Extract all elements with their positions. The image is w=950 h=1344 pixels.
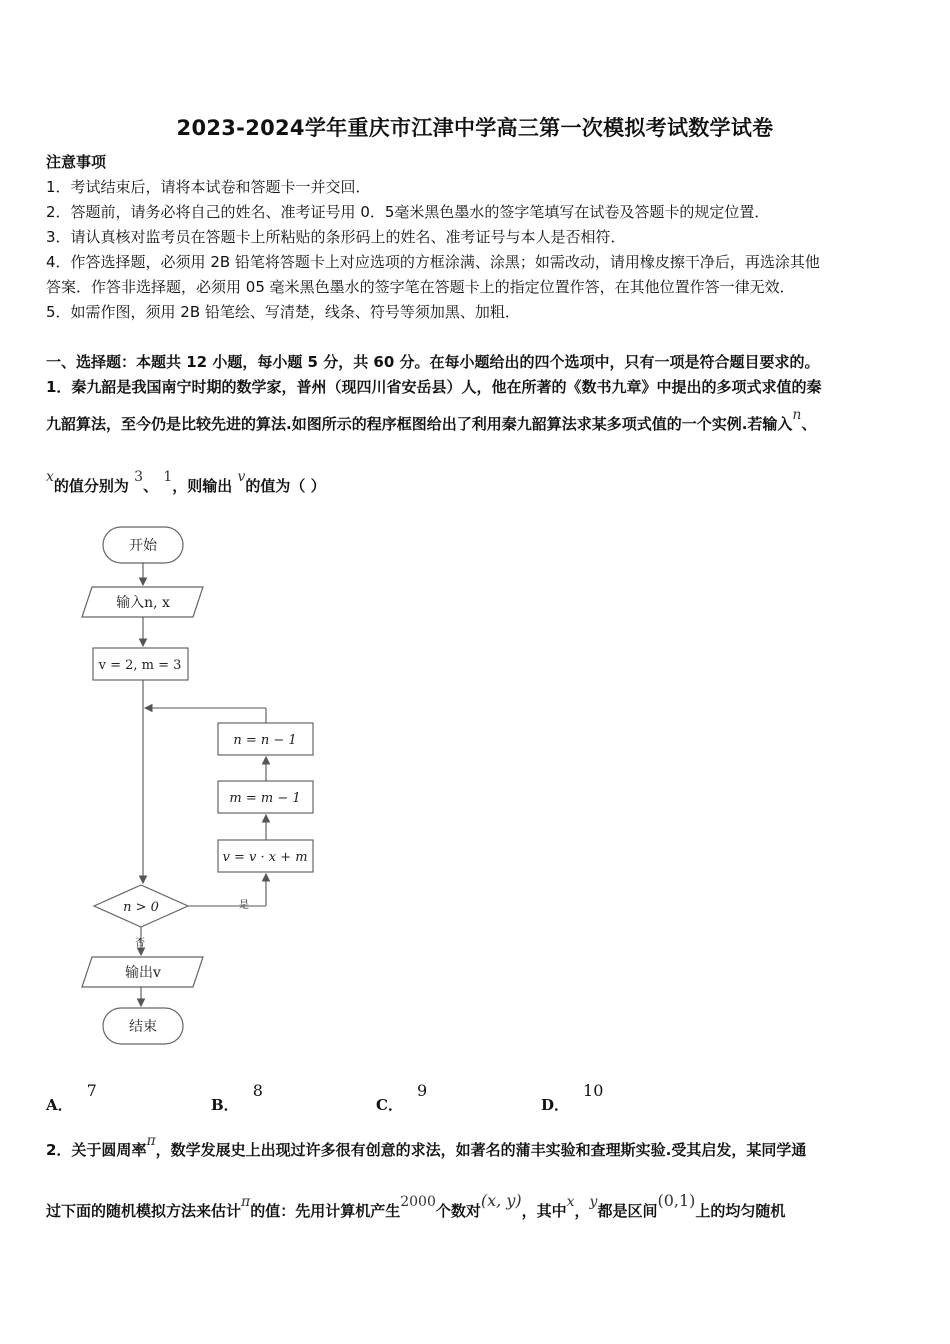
notice-item: 4．作答选择题，必须用 2B 铅笔将答题卡上对应选项的方框涂满、涂黑；如需改动，请用橡皮擦干净后，再选涂其他 — [46, 253, 820, 271]
pi-symbol: π — [241, 1194, 251, 1210]
question-2-text: 的值：先用计算机产生 — [250, 1202, 401, 1220]
question-2-text: ， — [574, 1202, 590, 1220]
notice-item: 1．考试结束后，请将本试卷和答题卡一并交回． — [46, 178, 371, 196]
flow-condition-label: n > 0 — [123, 900, 159, 915]
value-1: 1 — [163, 469, 173, 485]
interval: (0,1) — [657, 1191, 696, 1210]
notice-heading: 注意事项 — [46, 153, 107, 171]
question-1-text: 的值为（ ） — [245, 477, 326, 495]
value-3: 3 — [134, 469, 144, 485]
var-x: x — [46, 469, 54, 485]
count-2000: 2000 — [400, 1194, 436, 1210]
page-title: 2023-2024学年重庆市江津中学高三第一次模拟考试数学试卷 — [176, 116, 774, 140]
var-y: y — [589, 1194, 598, 1210]
choice-c[interactable] — [376, 1081, 428, 1115]
choice-a-label: A． — [46, 1096, 73, 1114]
notice-item: 3．请认真核对监考员在答题卡上所粘贴的条形码上的姓名、准考证号与本人是否相符． — [46, 228, 626, 246]
choice-d[interactable] — [541, 1081, 604, 1115]
flow-no-label: 否 — [135, 938, 145, 949]
pi-symbol: π — [146, 1133, 156, 1149]
var-x: x — [566, 1194, 575, 1210]
question-2-text: ，数学发展史上出现过许多很有创意的求法，如著名的蒲丰实验和查理斯实验.受其启发，某同学通 — [155, 1141, 807, 1159]
var-v: v — [237, 469, 246, 485]
pair-xy: (x, y) — [480, 1191, 522, 1210]
choice-b[interactable] — [211, 1081, 263, 1115]
choice-d-label: D． — [541, 1096, 570, 1114]
question-2-text: 个数对 — [435, 1202, 481, 1220]
question-2-text: ，其中 — [521, 1202, 567, 1220]
choice-a[interactable] — [46, 1081, 97, 1115]
question-2-text: 过下面的随机模拟方法来估计 — [46, 1202, 242, 1220]
question-1-text: ，则输出 — [172, 477, 233, 495]
flow-n-label: n = n − 1 — [233, 733, 297, 748]
choice-c-value: 9 — [416, 1081, 428, 1100]
flow-output-label: 输出v — [125, 965, 161, 981]
var-n: n — [792, 407, 802, 423]
flow-m-label: m = m − 1 — [229, 791, 301, 806]
question-1-line-2 — [46, 407, 817, 435]
question-2-text: 都是区间 — [597, 1202, 658, 1220]
notice-item: 5．如需作图，须用 2B 铅笔绘、写清楚，线条、符号等须加黑、加粗． — [46, 303, 520, 321]
choice-d-value: 10 — [583, 1081, 604, 1100]
notice-item: 答案．作答非选择题，必须用 05 毫米黑色墨水的签字笔在答题卡上的指定位置作答，在其他位置作答一律无效． — [46, 278, 795, 296]
notice-item: 2．答题前，请务必将自己的姓名、准考证号用 0．5毫米黑色墨水的签字笔填写在试卷及答题卡的规定位置． — [46, 203, 770, 221]
flow-init-label: v = 2, m = 3 — [98, 658, 182, 673]
choice-b-value: 8 — [252, 1081, 263, 1100]
question-2-text: 2．关于圆周率 — [46, 1141, 147, 1159]
flow-v-label: v = v · x + m — [222, 850, 308, 865]
flow-start-label: 开始 — [129, 538, 157, 554]
question-1-line-3 — [46, 469, 326, 497]
flowchart — [0, 515, 360, 1055]
question-2-line-2 — [46, 1191, 786, 1222]
choice-b-label: B． — [211, 1096, 239, 1114]
flow-end-label: 结束 — [129, 1019, 157, 1035]
question-1-text: 九韶算法，至今仍是比较先进的算法.如图所示的程序框图给出了利用秦九韶算法求某多项式值的一个实例.若输入 — [46, 415, 793, 433]
question-1-text: 的值分别为 — [53, 477, 129, 495]
separator: 、 — [801, 415, 817, 433]
flow-input-label: 输入n, x — [116, 595, 170, 611]
separator: 、 — [143, 477, 159, 495]
question-2-line-1 — [46, 1133, 807, 1161]
flow-yes-label: 是 — [239, 900, 249, 911]
question-2-text: 上的均匀随机 — [695, 1202, 786, 1220]
choice-a-value: 7 — [86, 1081, 97, 1100]
section-heading: 一、选择题：本题共 12 小题，每小题 5 分，共 60 分。在每小题给出的四个选项中，只有一项是符合题目要求的。 — [46, 353, 820, 371]
question-1-line-1: 1．秦九韶是我国南宁时期的数学家，普州（现四川省安岳县）人，他在所著的《数书九章》中提出的多项式求值的秦 — [46, 378, 822, 396]
choice-c-label: C． — [376, 1096, 403, 1114]
